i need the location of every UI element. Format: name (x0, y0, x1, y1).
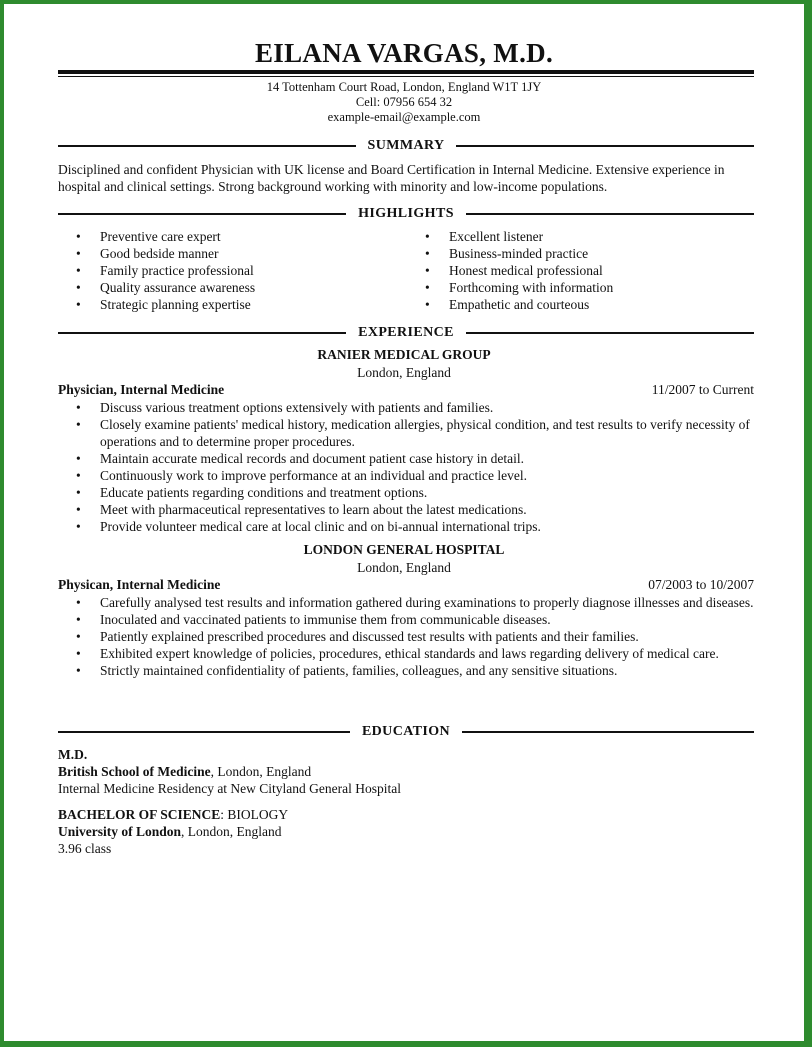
list-item: • Quality assurance awareness (58, 279, 255, 296)
degree-line (58, 806, 288, 823)
list-item: • Continuously work to improve performance at an individual and practice level. (58, 467, 758, 484)
education-title: EDUCATION (361, 724, 451, 739)
list-item: • Maintain accurate medical records and document patient case history in detail. (58, 450, 758, 467)
job-1-title: Physician, Internal Medicine (58, 382, 225, 397)
highlights-heading (58, 205, 754, 223)
degree-suffix: : BIOLOGY (220, 807, 289, 822)
list-item: • Closely examine patients' medical history, medication allergies, physical condition, and test results to verify necessity of operations and to determine proper procedures. (58, 416, 758, 450)
school: University of London (58, 824, 182, 839)
header-rule-thick (58, 70, 754, 74)
list-item: • Inoculated and vaccinated patients to immunise them from communicable diseases. (58, 611, 758, 628)
contact-email: example-email@example.com (327, 110, 481, 124)
experience-heading (58, 324, 754, 342)
job-1-dates: 11/2007 to Current (651, 382, 754, 397)
section-rule (466, 332, 754, 334)
education-entry-1 (58, 746, 401, 797)
summary-text: Disciplined and confident Physician with UK license and Board Certification in Internal Medicine. Extensive experience in hospital and clinical settings. Strong background working with minority and low-income populations. (58, 162, 725, 194)
education-note: Internal Medicine Residency at New Cityland General Hospital (58, 781, 402, 796)
list-item: • Forthcoming with information (407, 279, 613, 296)
list-item: • Exhibited expert knowledge of policies, procedures, ethical standards and laws regarding delivery of medical care. (58, 645, 758, 662)
section-rule (462, 731, 754, 733)
highlights-left-list (58, 228, 255, 313)
education-note: 3.96 class (58, 841, 112, 856)
list-item: • Empathetic and courteous (407, 296, 613, 313)
section-rule (58, 731, 350, 733)
section-rule (58, 332, 346, 334)
job-2-dates: 07/2003 to 10/2007 (648, 577, 754, 592)
section-rule (456, 145, 754, 147)
contact-phone: Cell: 07956 654 32 (355, 95, 453, 109)
list-item: • Business-minded practice (407, 245, 613, 262)
highlights-title: HIGHLIGHTS (358, 206, 454, 221)
list-item: • Strictly maintained confidentiality of patients, families, colleagues, and any sensitive situations. (58, 662, 758, 679)
section-rule (58, 213, 346, 215)
education-heading (58, 723, 754, 741)
list-item: • Discuss various treatment options extensively with patients and families. (58, 399, 758, 416)
job-2-title: Physican, Internal Medicine (58, 577, 221, 592)
header-rule-thin (58, 76, 754, 77)
education-entry-2 (58, 806, 288, 857)
job-2-location: London, England (357, 560, 451, 575)
job-1-bullets (58, 399, 758, 535)
list-item: • Excellent listener (407, 228, 613, 245)
school-line (58, 823, 288, 840)
job-2-bullets (58, 594, 758, 679)
experience-title: EXPERIENCE (358, 325, 454, 340)
list-item: • Preventive care expert (58, 228, 255, 245)
section-rule (466, 213, 754, 215)
school: British School of Medicine (58, 764, 211, 779)
job-2-org: LONDON GENERAL HOSPITAL (303, 542, 505, 557)
job-1-location: London, England (357, 365, 451, 380)
highlights-right-list (407, 228, 613, 313)
section-rule (58, 145, 356, 147)
list-item: • Meet with pharmaceutical representatives to learn about the latest medications. (58, 501, 758, 518)
candidate-name: EILANA VARGAS, M.D. (254, 38, 553, 68)
list-item: • Provide volunteer medical care at local clinic and on bi-annual international trips. (58, 518, 758, 535)
school-location: , London, England (181, 824, 282, 839)
list-item: • Carefully analysed test results and information gathered during examinations to properly diagnose illnesses and diseases. (58, 594, 758, 611)
school-location: , London, England (210, 764, 312, 779)
list-item: • Honest medical professional (407, 262, 613, 279)
summary-heading (58, 137, 754, 155)
summary-title: SUMMARY (367, 138, 445, 153)
list-item: • Good bedside manner (58, 245, 255, 262)
resume-page (4, 4, 804, 1041)
contact-address: 14 Tottenham Court Road, London, England W1T 1JY (266, 80, 542, 94)
list-item: • Family practice professional (58, 262, 255, 279)
degree: M.D. (58, 747, 88, 762)
list-item: • Educate patients regarding conditions and treatment options. (58, 484, 758, 501)
list-item: • Patiently explained prescribed procedures and discussed test results with patients and their families. (58, 628, 758, 645)
degree-line (58, 746, 401, 763)
list-item: • Strategic planning expertise (58, 296, 255, 313)
school-line (58, 763, 401, 780)
degree: BACHELOR OF SCIENCE (58, 807, 221, 822)
job-1-org: RANIER MEDICAL GROUP (317, 347, 491, 362)
